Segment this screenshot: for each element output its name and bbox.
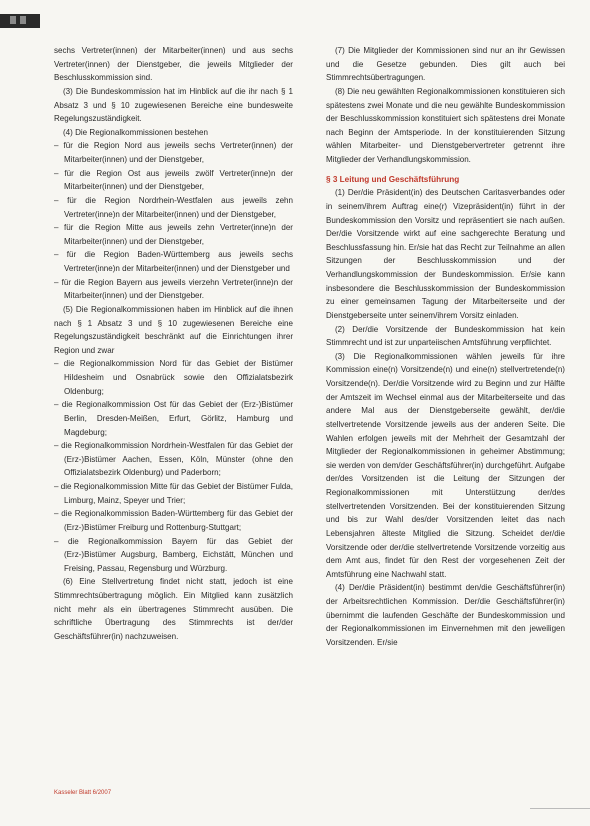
list-item: – die Regionalkommission Ost für das Gebiet der (Erz-)Bistümer Berlin, Dresden-Meißen, Erfurt, Görlitz, Hamburg und Magdeburg; (54, 400, 293, 437)
page-footer: Kasseler Blatt 6/2007 (54, 790, 112, 796)
list-item: – die Regionalkommission Mitte für das Gebiet der Bistümer Fulda, Limburg, Mainz, Speyer und Trier; (54, 482, 293, 505)
paragraph: (2) Der/die Vorsitzende der Bundeskommission hat kein Stimmrecht und ist zur unparteiischen Amtsführung verpflichtet. (326, 324, 565, 348)
footer-rule (530, 808, 590, 809)
paragraph: (8) Die neu gewählten Regionalkommissionen konstituieren sich spätestens zwei Monate und die neu gewählte Bundeskommission der Beschlusskommission konstituiert sich spätestens drei Monate nach Beginn der Amtsperiode. In der konstituierenden Sitzung wählen Mitarbeiter- und Dienstgebervertreter getrennt ihre Mitglieder der Verhandlungskommission. (326, 86, 565, 164)
list-item: – für die Region Nord aus jeweils sechs Vertreter(innen) der Mitarbeiter(innen) und der Dienstgeber, (54, 141, 293, 164)
list-item: – für die Region Nordrhein-Westfalen aus jeweils zehn Vertreter(inne)n der Mitarbeiter(innen) und der Dienstgeber, (54, 195, 293, 219)
paragraph: (4) Die Regionalkommissionen bestehen (63, 127, 208, 137)
list-item: – die Regionalkommission Bayern für das Gebiet der (Erz-)Bistümer Augsburg, Bamberg, Eichstätt, München und Freising, Passau, Regensburg und Würzburg. (54, 536, 293, 573)
paragraph: (7) Die Mitglieder der Kommissionen sind nur an ihr Gewissen und die Gesetze gebunden. Dies gilt auch bei Stimmrechtsübertragungen. (326, 46, 565, 83)
page-corner-mark (0, 0, 40, 28)
list-item: – für die Region Mitte aus jeweils zehn Vertreter(inne)n der Mitarbeiter(innen) und der Dienstgeber, (54, 223, 293, 246)
paragraph: sechs Vertreter(innen) der Mitarbeiter(innen) und aus sechs Vertreter(innen) der Dienstgeber, die jeweils Mitglieder der Beschlusskommission sind. (54, 46, 293, 83)
paragraph: (3) Die Regionalkommissionen wählen jeweils für ihre Kommission eine(n) Vorsitzende(n) und eine(n) stellvertretende(n) Vorsitzende(n). Der/die Vorsitzende wird zu Beginn und zur Hälfte der Amtszeit im Wechsel einmal aus der Mitarbeiterseite und das andere Mal aus der Dienstgeberseite gewählt, der/die stellvertretende Vorsitzende jeweils aus der anderen Seite. Die Wahlen erfolgen jeweils mit der Mehrheit der Gesamtzahl der Mitglieder der Regionalkommissionen in geheimer Abstimmung; sie werden von dem/der Geschäftsführer(in) durchgeführt. Aufgabe der/des Vorsitzenden ist die Leitung der Sitzungen der Regionalkommissionen mit Unterstützung der/des stellvertretenden Vorsitzenden. Bei der konstituierenden Sitzung und bis zur Wahl des/der Vorsitzenden leitet das nach Lebensjahren älteste Mitglied die Sitzung. Scheidet der/die Vorsitzende oder der/die stellvertretende Vorsitzende vorzeitig aus dem Amt aus, findet für den Rest der vorgesehenen Zeit der Amtsführung eine Nachwahl statt. (326, 351, 565, 579)
list-item: – für die Region Bayern aus jeweils vierzehn Vertreter(inne)n der Mitarbeiter(innen) und der Dienstgeber. (54, 277, 293, 301)
paragraph: (3) Die Bundeskommission hat im Hinblick auf die ihr nach § 1 Absatz 3 und § 10 zugewiesenen Bereiche eine bundesweite Regelungszuständigkeit. (54, 86, 293, 124)
left-column (54, 44, 293, 644)
list-item: – die Regionalkommission Nordrhein-Westfalen für das Gebiet der (Erz-)Bistümer Aachen, Essen, Köln, Münster (ohne den Offizialatsbezirk Oldenburg) und Paderborn; (54, 441, 293, 478)
paragraph: (4) Der/die Präsident(in) bestimmt den/die Geschäftsführer(in) der Arbeitsrechtlichen Kommission. Der/die Geschäftsführer(in) übernimmt die laufenden Geschäfte der Bundeskommission und der Regionalkommissionen im Einvernehmen mit den jeweiligen Vorsitzenden. Er/sie (326, 583, 565, 647)
list-item: – für die Region Ost aus jeweils zwölf Vertreter(inne)n der Mitarbeiter(innen) und der Dienstgeber, (54, 168, 293, 192)
list-item: – für die Region Baden-Württemberg aus jeweils sechs Vertreter(inne)n der Mitarbeiter(innen) und der Dienstgeber und (54, 250, 293, 273)
paragraph: (6) Eine Stellvertretung findet nicht statt, jedoch ist eine Stimmrechtsübertragung möglich. Ein Mitglied kann zusätzlich nicht mehr als ein übertragenes Stimmrecht ausüben. Die schriftliche Übertragung des Stimmrechts ist der/der Geschäftsführer(in) nachzuweisen. (54, 577, 293, 641)
list-item: – die Regionalkommission Baden-Württemberg für das Gebiet der (Erz-)Bistümer Freiburg und Rottenburg-Stuttgart; (54, 509, 293, 532)
list-item: – die Regionalkommission Nord für das Gebiet der Bistümer Hildesheim und Osnabrück sowie den Offizialatsbezirk Oldenburg; (54, 359, 293, 396)
paragraph: (1) Der/die Präsident(in) des Deutschen Caritasverbandes oder in seinem/ihrem Auftrag eine(r) Vizepräsident(in) führt in der Bundeskommission den Vorsitz und repräsentiert sie nach außen. Der/die Vorsitzende wirkt auf eine sachgerechte Beratung und Beschlussfassung hin. Er/sie hat das Recht zur Teilnahme an allen Sitzungen der Beschlusskommission und der Verhandlungskommission der Bundeskommission. Er/sie kann insbesondere die Beschlusskommission der Bundeskommission zu einer gemeinsamen Tagung der Mitarbeiterseite und der Dienstgeberseite unter seinem/ihrem Vorsitz einladen. (326, 188, 565, 320)
section-heading: § 3 Leitung und Geschäftsführung (326, 174, 460, 184)
paragraph: (5) Die Regionalkommissionen haben im Hinblick auf die ihnen nach § 1 Absatz 3 und § 10 zugewiesenen Bereiche eine Regelungszuständigkeit beschränkt auf die Einrichtungen ihrer Region und zwar (54, 304, 293, 355)
right-column (326, 44, 565, 650)
